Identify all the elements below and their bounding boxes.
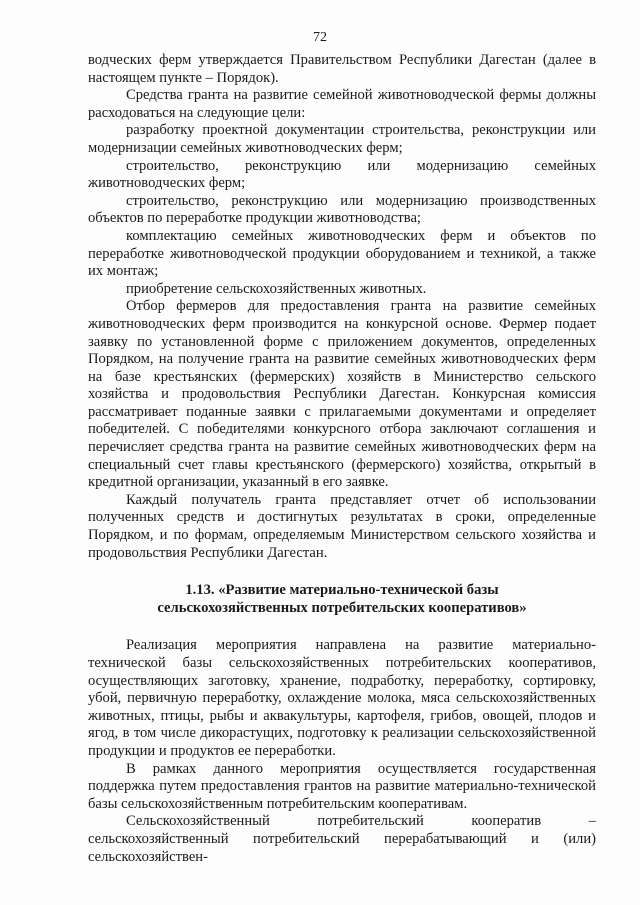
list-item: приобретение сельскохозяйственных животных. <box>126 280 427 297</box>
paragraph: Средства гранта на развитие семейной животноводческой фермы должны расходоваться на следующие цели: <box>88 87 596 121</box>
section-title-line: сельскохозяйственных потребительских кооперативов» <box>157 599 527 616</box>
section-title <box>88 582 596 617</box>
list-item: комплектацию семейных животноводческих ферм и объектов по переработке животноводческой продукции оборудованием и техникой, а также их монтаж; <box>88 227 596 280</box>
paragraph: Реализация мероприятия направлена на развитие материально-технической базы сельскохозяйственных потребительских кооперативов, осуществляющих заготовку, хранение, подработку, переработку, сортировку, убой, первичную переработку, охлаждение молока, мяса сельскохозяйственных животных, птицы, рыбы и аквакультуры, картофеля, грибов, овощей, плодов и ягод, в том числе дикорастущих, подготовку к реализации сельскохозяйственной продукции и продуктов ее переработки. <box>88 637 596 759</box>
list-item: разработку проектной документации строительства, реконструкции или модернизации семейных животноводческих ферм; <box>88 122 596 156</box>
paragraph: В рамках данного мероприятия осуществляется государственная поддержка путем предоставления грантов на развитие материально-технической базы сельскохозяйственным потребительским кооперативам. <box>88 760 596 812</box>
paragraph: Отбор фермеров для предоставления гранта на развитие семейных животноводческих ферм производится на конкурсной основе. Фермер подает заявку по установленной форме с приложением документов, определенных Порядком, на получение гранта на развитие семейных животноводческих ферм на базе крестьянских (фермерских) хозяйств в Министерство сельского хозяйства и продовольствия Республики Дагестан. Конкурсная комиссия рассматривает поданные заявки с прилагаемыми документами и определяет победителей. С победителями конкурсного отбора заключают соглашения и перечисляет средства гранта на развитие семейных животноводческих ферм на специальный счет главы крестьянского (фермерского) хозяйства, открытый в кредитной организации, указанный в его заявке. <box>88 298 596 491</box>
paragraph: водческих ферм утверждается Правительством Республики Дагестан (далее в настоящем пункте – Порядок). <box>88 52 596 86</box>
list-item: строительство, реконструкцию или модернизацию производственных объектов по переработке продукции животноводства; <box>88 192 596 227</box>
paragraph: Сельскохозяйственный потребительский кооператив – сельскохозяйственный потребительский перерабатывающий и (или) сельскохозяйствен- <box>88 813 596 865</box>
list-item: строительство, реконструкцию или модернизацию семейных животноводческих ферм; <box>88 157 596 192</box>
page-number: 72 <box>313 30 327 45</box>
section-title-line: 1.13. «Развитие материально-технической базы <box>185 582 499 599</box>
document-body <box>88 52 596 866</box>
paragraph: Каждый получатель гранта представляет отчет об использовании полученных средств и достигнутых результатах в сроки, определенные Порядком, и по формам, определяемым Министерством сельского хозяйства и продовольствия Республики Дагестан. <box>88 491 596 561</box>
